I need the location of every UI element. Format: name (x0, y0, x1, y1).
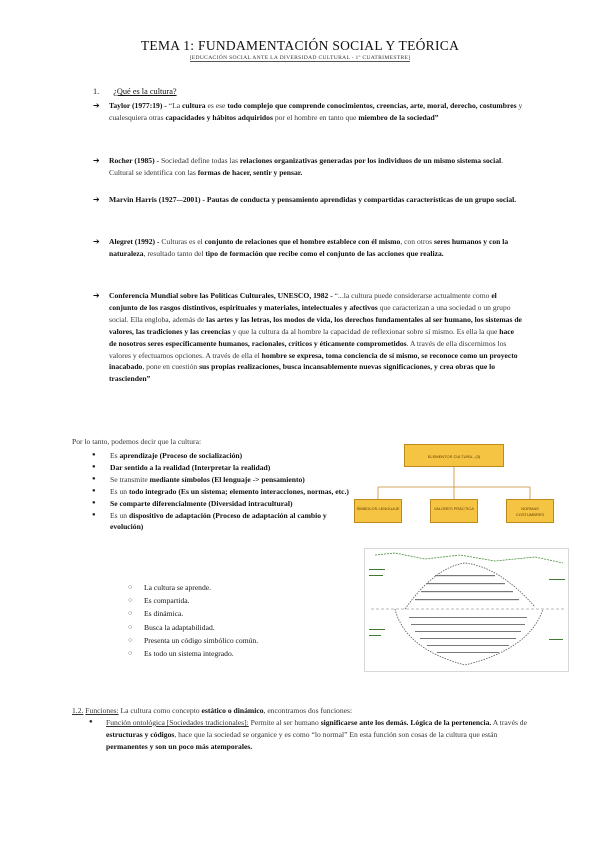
function-ontologica-title: Función ontológica [Sociedades tradicionales]: (106, 717, 249, 727)
definition-harris: ➔ Marvin Harris (1927-–2001) - Pautas de conducta y pensamiento aprendidas y compartidas características de un grupo social. (93, 195, 517, 204)
list-item: ● Es un todo integrado (Es un sistema; elemento interacciones, normas, etc.) (92, 486, 360, 498)
functions-heading: 1.2. Funciones: La cultura como concepto estático o dinámico, encontramos dos funciones: (72, 706, 353, 715)
definition-alegret: ➔ Alegret (1992) - Culturas es el conjunto de relaciones que el hombre establece con él mismo, con otros seres humanos y con la naturaleza, resultado tanto del tipo de formación que recibe como el conjunto de las acciones que realiza. (93, 237, 509, 258)
definition-rocher: ➔ Rocher (1985) - Sociedad define todas las relaciones organizativas generadas por los individuos de un mismo sistema social. Cultural se identifica con las formas de hacer, sentir y pensar. (93, 156, 504, 177)
page-subtitle: [EDUCACIÓN SOCIAL ANTE LA DIVERSIDAD CULTURAL - 1º CUATRIMESTRE] (189, 55, 411, 61)
arrow-icon: ➔ (93, 101, 100, 110)
conclusion-intro: Por lo tanto, podemos decir que la cultura: (72, 437, 202, 446)
sublist-item: ○ Es dinámica. (128, 607, 258, 620)
sublist-item: ○ Presenta un código simbólico común. (128, 634, 258, 647)
definition-unesco: ➔ Conferencia Mundial sobre las Políticas Culturales, UNESCO, 1982 - “...la cultura puede considerarse actualmente como el conjunto de los rasgos distintivos, espirituales y materiales, intelectuales y afectivos que caracterizan a una sociedad o un grupo social. Ella engloba, además de las artes y las letras, los modos de vida, los derechos fundamentales al ser humano, los sistemas de valores, las tradiciones y las creencias y que la cultura da al hombre la capacidad de reflexionar sobre sí mismo. Es ella la que hace de nosotros seres específicamente humanos, racionales, críticos y éticamente comprometidos. A través de ella discernimos los valores y efectuamos opciones. A través de ella el hombre se expresa, toma conciencia de sí mismo, se reconoce como un proyecto inacabado, pone en cuestión sus propias realizaciones, busca incansablemente nuevas significaciones, y crea obras que lo trascienden” (93, 291, 522, 384)
section-heading-what-is-culture: 1. ¿Qué es la cultura? (93, 87, 177, 96)
arrow-icon: ➔ (93, 237, 100, 246)
list-item: ● Es aprendizaje (Proceso de socialización) (92, 450, 360, 462)
section-heading-link[interactable]: ¿Qué es la cultura? (113, 87, 177, 96)
culture-traits-list (92, 450, 360, 533)
culture-elements-diagram (340, 441, 568, 527)
culture-summary-sublist (128, 581, 258, 660)
culture-iceberg-figure (364, 548, 569, 672)
diagram-node-values: VALORES PRÁCTICA (430, 499, 478, 523)
section-functions (72, 705, 532, 753)
function-ontologica: ● Función ontológica [Sociedades tradicionales]: Permite al ser humano significarse ante los demás. Lógica de la pertenencia. A través de estructuras y códigos, hace que la sociedad se organice y es como “lo normal” En esta función son cosas de la cultura que están permanentes y son un poco más atemporales. (72, 717, 532, 753)
sublist-item: ○ Es todo un sistema integrado. (128, 647, 258, 660)
sublist-item: ○ La cultura se aprende. (128, 581, 258, 594)
arrow-icon: ➔ (93, 195, 100, 204)
sublist-item: ○ Es compartida. (128, 594, 258, 607)
iceberg-illustration (365, 549, 569, 672)
arrow-icon: ➔ (93, 156, 100, 165)
sublist-item: ○ Busca la adaptabilidad. (128, 621, 258, 634)
diagram-node-norms: NORMAS COSTUMBRES (506, 499, 554, 523)
page-title: TEMA 1: FUNDAMENTACIÓN SOCIAL Y TEÓRICA (140, 38, 460, 53)
list-item: ● Es un dispositivo de adaptación (Proceso de adaptación al cambio y evolución) (92, 510, 360, 534)
diagram-top-node: ELEMENTOS CULTURA...(3) (404, 444, 504, 467)
list-item: ● Se comparte diferencialmente (Diversidad intracultural) (92, 498, 360, 510)
diagram-node-symbols: SÍMBOLOS LENGUAJE (354, 499, 402, 523)
arrow-icon: ➔ (93, 291, 100, 300)
list-item: ● Se transmite mediante símbolos (El lenguaje -> pensamiento) (92, 474, 360, 486)
list-item: ● Dar sentido a la realidad (Interpretar la realidad) (92, 462, 360, 474)
definition-taylor: ➔ Taylor (1977:19) - “La cultura es ese todo complejo que comprende conocimientos, creencias, arte, moral, derecho, costumbres y cualesquiera otras capacidades y hábitos adquiridos por el hombre en tanto que miembro de la sociedad” (93, 101, 523, 122)
